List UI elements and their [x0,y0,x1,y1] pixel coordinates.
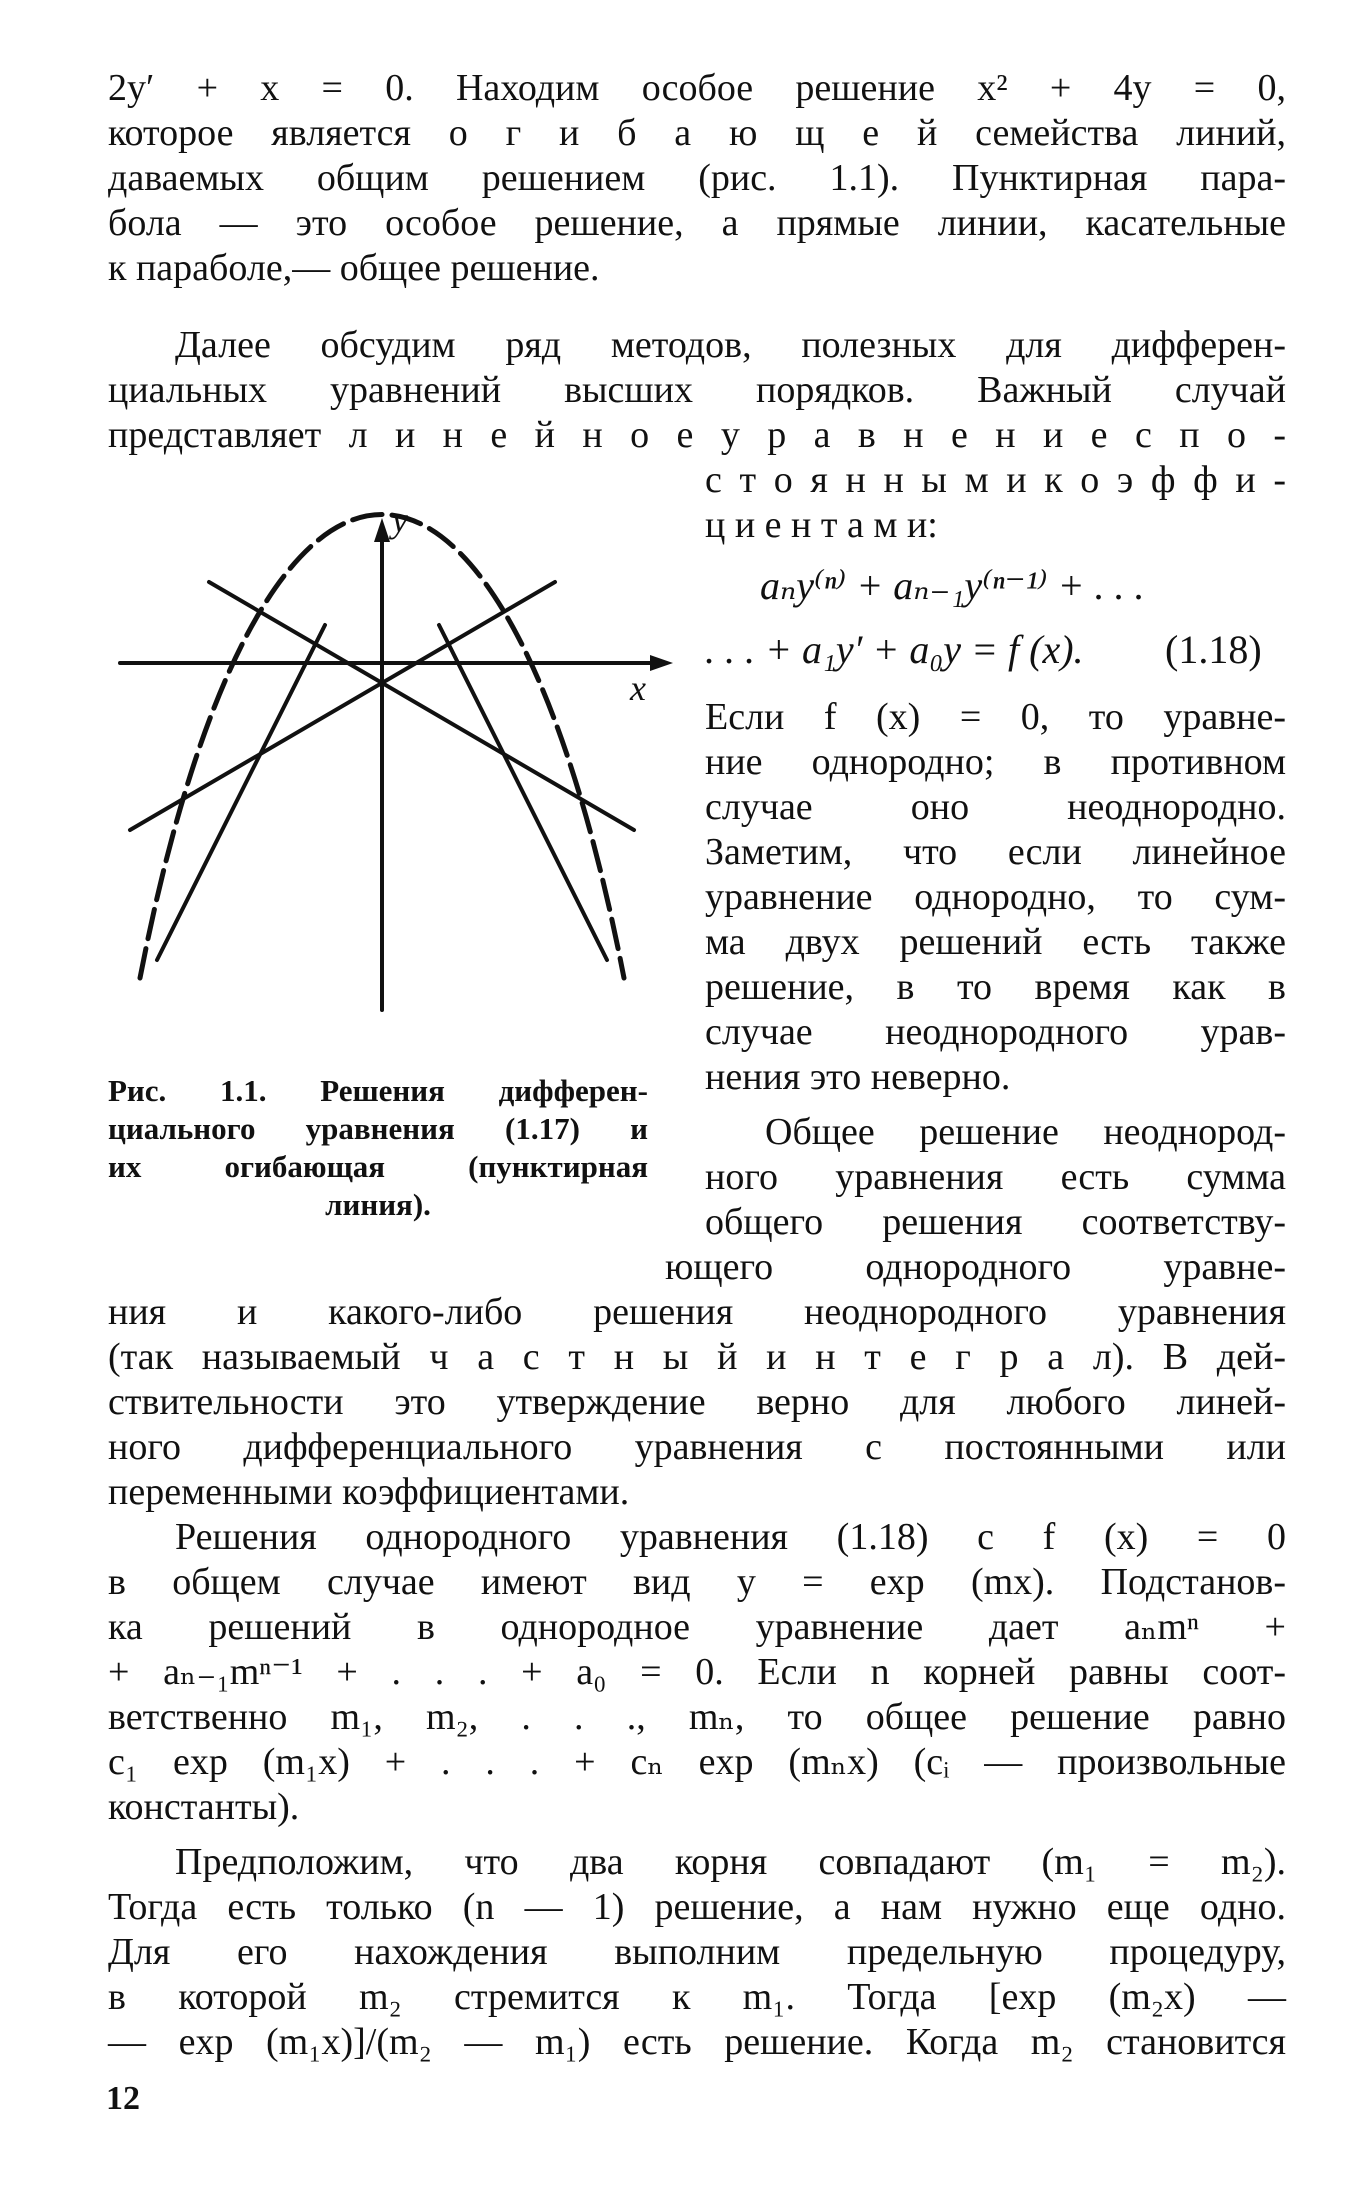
figure-caption-line: их огибающая (пунктирная [108,1149,648,1184]
axis-y-label: y [392,500,408,540]
text-line: Далее обсудим ряд методов, полезных для дифферен- [175,324,1286,366]
y-axis-arrow [374,518,390,542]
text-line: которое является о г и б а ю щ е й семейства линий, [108,112,1286,154]
text-line: 2y′ + x = 0. Находим особое решение x² + 4y = 0, [108,67,1286,109]
text-line: (так называемый ч а с т н ы й и н т е г р а л). В дей- [108,1336,1286,1378]
text-line: в которой m₂ стремится к m₁. Тогда [exp (m₂x) — [108,1976,1286,2018]
text-line: ка решений в однородное уравнение дает aₙmⁿ + [108,1606,1286,1648]
text-line: в общем случае имеют вид y = exp (mx). Подстанов- [108,1561,1286,1603]
text-line: ного дифференциального уравнения с постоянными или [108,1426,1286,1468]
page-number: 12 [106,2080,140,2117]
text-line: — exp (m₁x)]/(m₂ — m₁) есть решение. Когда m₂ становится [108,2021,1286,2063]
text-line: представляет л и н е й н о е у р а в н е н и е с п о - [108,414,1286,456]
text-line: решение, в то время как в [705,966,1286,1008]
text-line: Решения однородного уравнения (1.18) с f (x) = 0 [175,1516,1286,1558]
equation-line-2: . . . + a₁y′ + a₀y = f (x). [705,627,1084,672]
axis-x-label: x [630,668,646,708]
figure-1-1 [110,500,685,1040]
text-line: Если f (x) = 0, то уравне- [705,696,1286,738]
x-axis-arrow [650,655,673,671]
text-line: Общее решение неоднород- [765,1111,1286,1153]
text-line: c₁ exp (m₁x) + . . . + cₙ exp (mₙx) (cᵢ — произвольные [108,1741,1286,1783]
text-line: ющего однородного уравне- [665,1246,1286,1288]
text-line: ветственно m₁, m₂, . . ., mₙ, то общее решение равно [108,1696,1286,1738]
text-line: ц и е н т а м и: [705,504,938,546]
tangent-line [130,582,555,830]
text-line: Предположим, что два корня совпадают (m₁ = m₂). [175,1841,1286,1883]
text-line: циальных уравнений высших порядков. Важный случай [108,369,1286,411]
text-line: ного уравнения есть сумма [705,1156,1286,1198]
text-line: ма двух решений есть также [705,921,1286,963]
text-line: + aₙ₋₁mⁿ⁻¹ + . . . + a₀ = 0. Если n корней равны соот- [108,1651,1286,1693]
text-line: бола — это особое решение, а прямые линии, касательные [108,202,1286,244]
text-line: даваемых общим решением (рис. 1.1). Пунктирная пара- [108,157,1286,199]
equation-number: (1.18) [1165,627,1262,672]
text-line: Заметим, что если линейное [705,831,1286,873]
tangent-line [209,582,634,830]
text-line: переменными коэффициентами. [108,1471,630,1513]
text-line: общего решения соответству- [705,1201,1286,1243]
text-line: Для его нахождения выполним предельную процедуру, [108,1931,1286,1973]
text-line: ствительности это утверждение верно для любого линей- [108,1381,1286,1423]
text-line: с т о я н н ы м и к о э ф ф и - [705,459,1286,501]
text-line: случае оно неоднородно. [705,786,1286,828]
figure-caption-line: циального уравнения (1.17) и [108,1111,648,1146]
equation-line-1: aₙy⁽ⁿ⁾ + aₙ₋₁y⁽ⁿ⁻¹⁾ + . . . [760,563,1145,608]
text-line: уравнение однородно, то сум- [705,876,1286,918]
text-line: ние однородно; в противном [705,741,1286,783]
text-line: случае неоднородного урав- [705,1011,1286,1053]
tangent-line [157,625,325,960]
text-line: константы). [108,1786,300,1828]
text-line: нения это неверно. [705,1056,1011,1098]
text-line: ния и какого-либо решения неоднородного уравнения [108,1291,1286,1333]
figure-caption-line: Рис. 1.1. Решения дифферен- [108,1073,648,1108]
tangent-line [439,625,607,960]
text-line: Тогда есть только (n — 1) решение, а нам нужно еще одно. [108,1886,1286,1928]
text-line: к параболе,— общее решение. [108,247,600,289]
figure-caption-line: линия). [325,1187,431,1222]
